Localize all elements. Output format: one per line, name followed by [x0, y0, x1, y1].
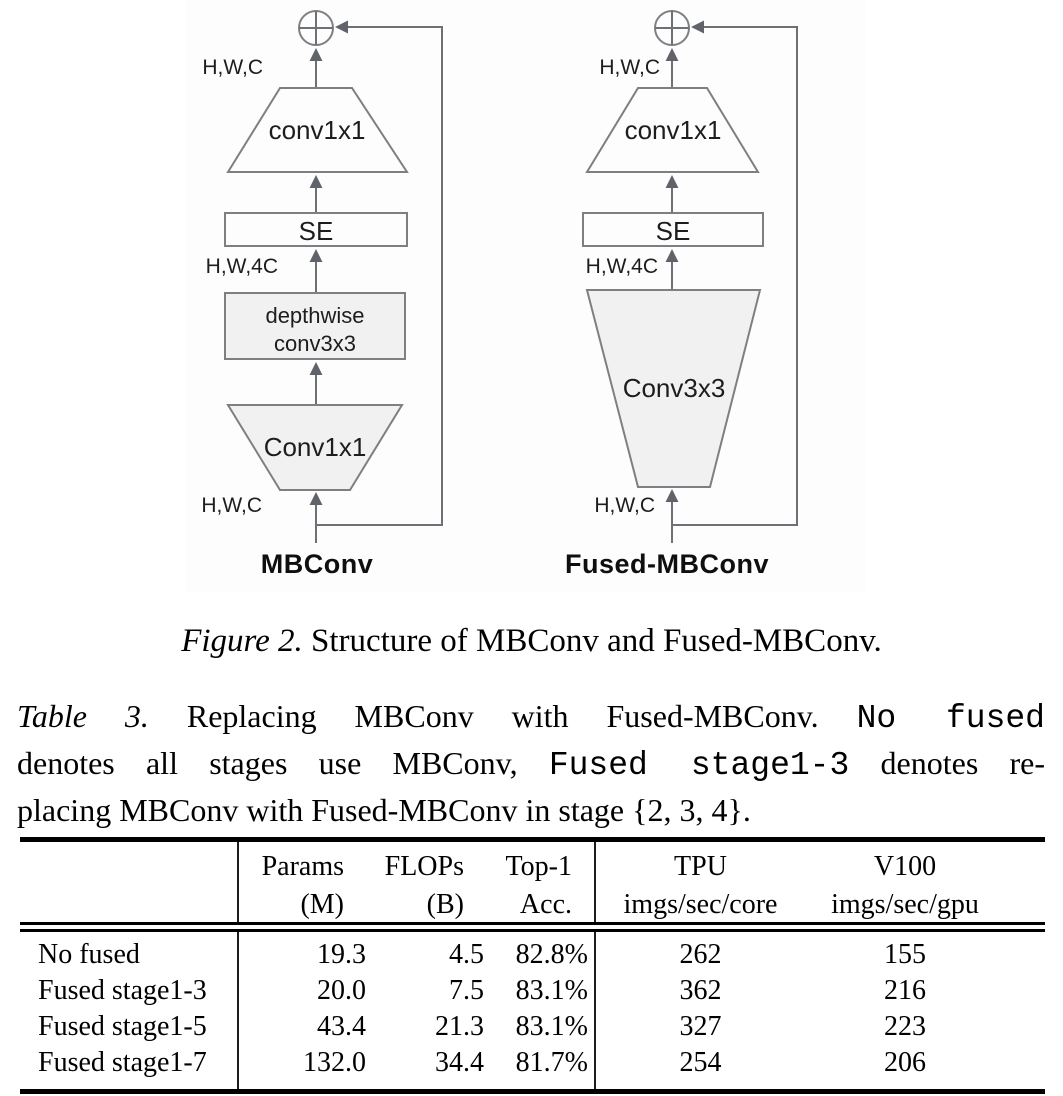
fused-mbconv-title: Fused-MBConv [565, 549, 769, 579]
table-row [20, 973, 1045, 1009]
cell-top1: 83.1% [515, 975, 588, 1006]
table-caption-mid1: denotes all stages use MBConv, [17, 745, 518, 781]
mbconv-depthwise-label-line2: conv3x3 [274, 331, 356, 356]
cell-v100: 216 [884, 975, 926, 1006]
header-cell-top1-unit: Acc. [490, 888, 595, 927]
cell-top1: 82.8% [515, 939, 588, 970]
fused-dim-mid-label: H,W,4C [585, 255, 658, 278]
table-caption-line3: placing MBConv with Fused-MBConv in stage {2, 3, 4}. [17, 792, 751, 828]
fused-dim-top-label: H,W,C [599, 56, 660, 79]
cell-tpu: 254 [595, 1045, 805, 1092]
mbconv-dim-mid-label: H,W,4C [205, 255, 278, 278]
figure-caption [0, 621, 1063, 661]
table-caption-label: Table 3. [17, 698, 149, 734]
fused-dim-bottom-label: H,W,C [594, 494, 655, 517]
fused-conv1x1-label: conv1x1 [624, 115, 722, 145]
table-caption-intro: Replacing MBConv with Fused-MBConv. [186, 698, 819, 734]
header-cell-empty [20, 888, 238, 927]
mbconv-title: MBConv [260, 549, 374, 579]
mbconv-proj-conv-label: Conv1x1 [263, 432, 367, 462]
table-row [20, 1045, 1045, 1092]
mbconv-dim-top-label: H,W,C [202, 56, 263, 79]
header-cell-flops-unit: (B) [372, 888, 490, 927]
cell-tpu: 362 [595, 973, 805, 1009]
cell-tpu: 327 [595, 1009, 805, 1045]
table-row [20, 927, 1045, 973]
figure-caption-text: Structure of MBConv and Fused-MBConv. [311, 623, 882, 659]
table-caption-line2 [17, 741, 1045, 788]
header-cell-params-unit: (M) [238, 888, 372, 927]
table-row [20, 1009, 1045, 1045]
cell-v100: 155 [884, 939, 926, 970]
cell-params: 132.0 [238, 1045, 372, 1092]
header-cell-v100-unit: imgs/sec/gpu [805, 888, 1045, 927]
cell-flops: 7.5 [449, 975, 484, 1006]
cell-flops: 4.5 [449, 939, 484, 970]
cell-params: 19.3 [238, 927, 372, 973]
cell-top1: 81.7% [515, 1047, 588, 1078]
mbconv-conv1x1-label: conv1x1 [268, 115, 366, 145]
results-table [20, 837, 1045, 1094]
table-caption-line1 [17, 694, 1045, 741]
row-label: Fused stage1-7 [38, 1047, 207, 1078]
header-cell-params: Params [238, 840, 372, 889]
cell-flops: 34.4 [435, 1047, 484, 1078]
header-cell-empty [20, 840, 238, 889]
cell-v100: 206 [884, 1047, 926, 1078]
header-cell-v100: V100 [873, 851, 937, 882]
cell-flops: 21.3 [435, 1011, 484, 1042]
header-cell-tpu: TPU [595, 840, 805, 889]
fused-conv3x3-label: Conv3x3 [622, 373, 726, 403]
table-caption [17, 694, 1045, 833]
header-cell-top1: Top-1 [505, 851, 572, 882]
header-cell-tpu-unit: imgs/sec/core [595, 888, 805, 927]
table-caption-code-fused-stage: Fused stage1-3 [548, 747, 850, 784]
table-caption-mid2: denotes re- [880, 745, 1046, 781]
mbconv-dim-bottom-label: H,W,C [201, 494, 262, 517]
table-header-row-2 [20, 888, 1045, 927]
cell-top1: 83.1% [515, 1011, 588, 1042]
table-caption-code-no-fused: No fused [856, 700, 1045, 737]
header-cell-flops: FLOPs [384, 851, 464, 882]
mbconv-se-label: SE [298, 216, 334, 246]
row-label: Fused stage1-3 [38, 975, 207, 1006]
row-label: Fused stage1-5 [38, 1011, 207, 1042]
mbconv-depthwise-label-line1: depthwise [265, 303, 365, 328]
figure-caption-label: Figure 2. [181, 623, 303, 659]
cell-params: 43.4 [238, 1009, 372, 1045]
cell-tpu: 262 [595, 927, 805, 973]
cell-v100: 223 [884, 1011, 926, 1042]
row-label: No fused [38, 939, 140, 970]
table-header-row-1 [20, 840, 1045, 889]
cell-params: 20.0 [238, 973, 372, 1009]
fused-se-label: SE [655, 216, 691, 246]
